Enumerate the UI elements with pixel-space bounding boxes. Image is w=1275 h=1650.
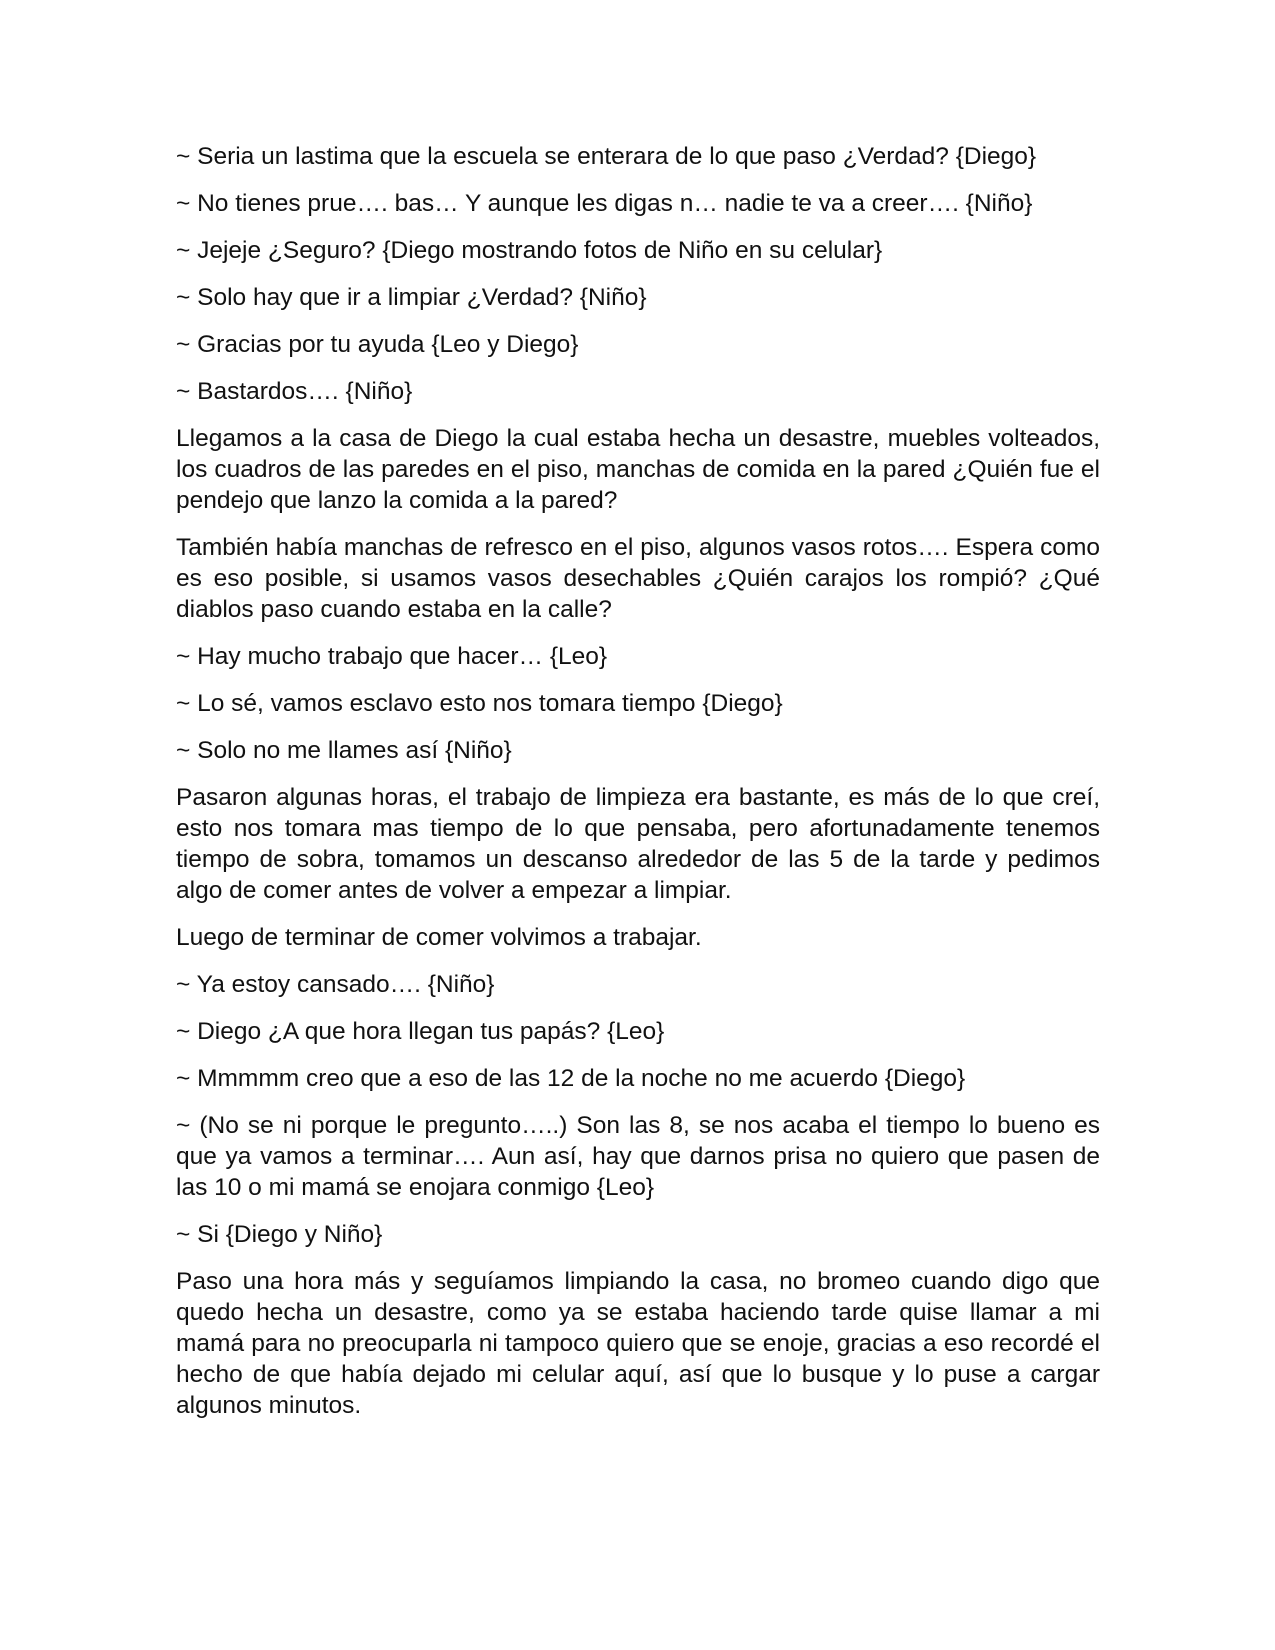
dialogue-line: ~ Solo hay que ir a limpiar ¿Verdad? {Niño} (176, 284, 647, 311)
dialogue-line: ~ Bastardos…. {Niño} (176, 378, 413, 405)
dialogue-line: ~ Si {Diego y Niño} (176, 1221, 383, 1248)
dialogue-line: ~ Gracias por tu ayuda {Leo y Diego} (176, 331, 579, 358)
dialogue-line: ~ Jejeje ¿Seguro? {Diego mostrando fotos de Niño en su celular} (176, 237, 883, 264)
dialogue-paragraph: ~ (No se ni porque le pregunto…..) Son las 8, se nos acaba el tiempo lo bueno es que ya vamos a terminar…. Aun así, hay que darnos prisa no quiero que pasen de las 10 o mi mamá se enojara conmigo {Leo} (176, 1112, 1100, 1201)
dialogue-line: ~ Seria un lastima que la escuela se enterara de lo que paso ¿Verdad? {Diego} (176, 143, 1037, 170)
dialogue-line: ~ No tienes prue…. bas… Y aunque les digas n… nadie te va a creer…. {Niño} (176, 190, 1033, 217)
document-page (176, 141, 1100, 1437)
narration-paragraph: Luego de terminar de comer volvimos a trabajar. (176, 924, 702, 951)
narration-paragraph: Pasaron algunas horas, el trabajo de limpieza era bastante, es más de lo que creí, esto nos tomara mas tiempo de lo que pensaba, pero afortunadamente tenemos tiempo de sobra, tomamos un descanso alrededor de las 5 de la tarde y pedimos algo de comer antes de volver a empezar a limpiar. (176, 784, 1100, 904)
dialogue-line: ~ Diego ¿A que hora llegan tus papás? {Leo} (176, 1018, 665, 1045)
dialogue-line: ~ Ya estoy cansado…. {Niño} (176, 971, 495, 998)
dialogue-line: ~ Hay mucho trabajo que hacer… {Leo} (176, 643, 608, 670)
narration-paragraph: Llegamos a la casa de Diego la cual estaba hecha un desastre, muebles volteados, los cuadros de las paredes en el piso, manchas de comida en la pared ¿Quién fue el pendejo que lanzo la comida a la pared? (176, 425, 1100, 514)
narration-paragraph: También había manchas de refresco en el piso, algunos vasos rotos…. Espera como es eso posible, si usamos vasos desechables ¿Quién carajos los rompió? ¿Qué diablos paso cuando estaba en la calle? (176, 534, 1100, 623)
dialogue-line: ~ Mmmmm creo que a eso de las 12 de la noche no me acuerdo {Diego} (176, 1065, 966, 1092)
narration-paragraph: Paso una hora más y seguíamos limpiando la casa, no bromeo cuando digo que quedo hecha un desastre, como ya se estaba haciendo tarde quise llamar a mi mamá para no preocuparla ni tampoco quiero que se enoje, gracias a eso recordé el hecho de que había dejado mi celular aquí, así que lo busque y lo puse a cargar algunos minutos. (176, 1268, 1100, 1419)
dialogue-line: ~ Solo no me llames así {Niño} (176, 737, 512, 764)
dialogue-line: ~ Lo sé, vamos esclavo esto nos tomara tiempo {Diego} (176, 690, 783, 717)
